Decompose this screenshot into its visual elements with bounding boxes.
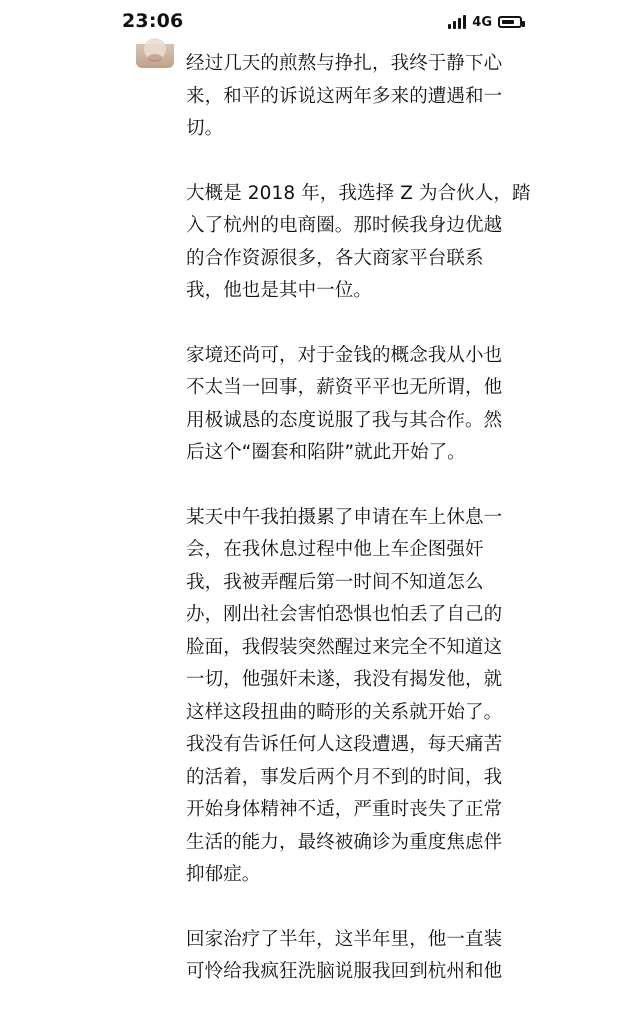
signal-bar [458, 18, 461, 29]
message-thread [0, 44, 640, 982]
signal-bar [448, 24, 451, 29]
message-line: 可怜给我疯狂洗脑说服我回到杭州和他 [186, 961, 503, 982]
message-line: 抑郁症。 [186, 864, 261, 885]
message-line: 家境还尚可，对于金钱的概念我从小也 [186, 344, 503, 366]
message-line: 来，和平的诉说这两年多来的遭遇和一 [186, 85, 503, 107]
message-line: 这样这段扭曲的畸形的关系就开始了。 [186, 701, 503, 723]
network-type: 4G [472, 14, 492, 30]
status-indicators [448, 12, 522, 32]
message-line: 会，在我休息过程中他上车企图强奸 [186, 539, 484, 560]
message-paragraph [186, 924, 506, 989]
message-line: 我没有告诉任何人这段遭遇，每天痛苦 [186, 734, 503, 755]
message-bubble [186, 48, 531, 1021]
avatar[interactable] [136, 44, 174, 68]
message-line: 办，刚出社会害怕恐惧也怕丢了自己的 [186, 604, 503, 625]
message-paragraph [186, 340, 506, 470]
message-line: 入了杭州的电商圈。那时候我身边优越 [186, 215, 503, 236]
message-line: 回家治疗了半年，这半年里，他一直装 [186, 928, 503, 950]
signal-strength-icon [448, 15, 466, 29]
battery-icon [498, 16, 522, 28]
signal-bar [453, 21, 456, 29]
message-line: 脸面，我假装突然醒过来完全不知道这 [186, 636, 503, 658]
message-line: 用极诚恳的态度说服了我与其合作。然 [186, 409, 503, 431]
message-line: 的合作资源很多，各大商家平台联系 [186, 247, 484, 269]
message-line: 后这个“圈套和陷阱”就此开始了。 [186, 442, 466, 463]
message-line: 一切，他强奸未遂，我没有揭发他，就 [186, 669, 503, 690]
status-time: 23:06 [122, 10, 184, 32]
message-line: 大概是 2018 年，我选择 Z 为合伙人，踏 [186, 182, 531, 204]
message-line: 我，我被弄醒后第一时间不知道怎么 [186, 571, 484, 593]
message-line: 生活的能力，最终被确诊为重度焦虑伴 [186, 831, 503, 853]
message-paragraph [186, 48, 506, 146]
battery-level-fill [502, 20, 514, 24]
message-line: 开始身体精神不适，严重时丧失了正常 [186, 799, 503, 820]
signal-bar [463, 15, 466, 29]
status-bar [0, 0, 640, 44]
message-line: 的活着，事发后两个月不到的时间，我 [186, 766, 503, 788]
message-line: 我，他也是其中一位。 [186, 280, 373, 301]
message-paragraph [186, 178, 531, 308]
message-line: 不太当一回事，薪资平平也无所谓，他 [186, 377, 503, 398]
message-line: 切。 [186, 118, 224, 139]
message-line: 某天中午我拍摄累了申请在车上休息一 [186, 506, 503, 528]
message-paragraph [186, 502, 506, 892]
message-line: 经过几天的煎熬与挣扎，我终于静下心 [186, 53, 503, 74]
